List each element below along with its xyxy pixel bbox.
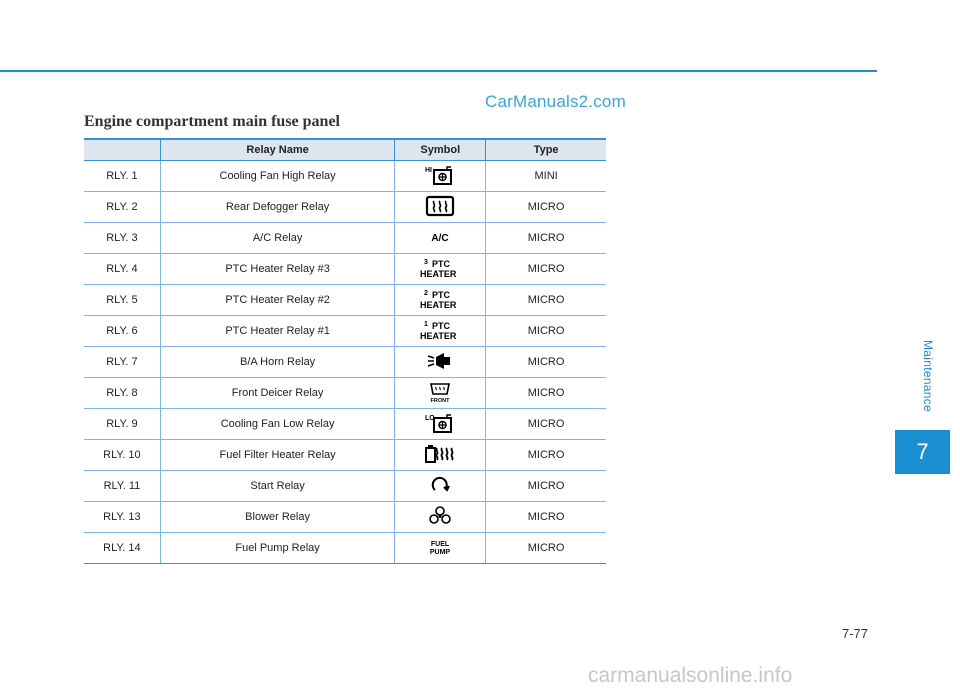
relay-type: MICRO — [486, 192, 606, 223]
svg-text:FUEL: FUEL — [431, 540, 450, 548]
relay-name: Start Relay — [160, 471, 394, 502]
relay-id: RLY. 5 — [84, 285, 160, 316]
header-relay-name: Relay Name — [160, 139, 394, 161]
watermark-top: CarManuals2.com — [485, 92, 626, 111]
table-row — [84, 285, 606, 316]
top-rule — [0, 70, 877, 72]
fan-low-icon — [423, 412, 457, 437]
relay-symbol — [395, 378, 486, 409]
svg-text:PUMP: PUMP — [430, 548, 451, 556]
horn-icon — [423, 350, 457, 375]
header-relay — [84, 139, 160, 161]
relay-name: Fuel Pump Relay — [160, 533, 394, 564]
relay-name: Cooling Fan Low Relay — [160, 409, 394, 440]
relay-name: B/A Horn Relay — [160, 347, 394, 378]
start-icon — [423, 474, 457, 499]
table-row — [84, 471, 606, 502]
fan-high-icon — [423, 164, 457, 189]
relay-id: RLY. 10 — [84, 440, 160, 471]
side-label: Maintenance — [921, 340, 935, 413]
relay-symbol — [395, 440, 486, 471]
fuel-pump-icon — [423, 536, 457, 561]
relay-type: MICRO — [486, 471, 606, 502]
front-deicer-icon — [423, 381, 457, 406]
svg-text:PTC: PTC — [432, 289, 451, 300]
header-symbol: Symbol — [395, 139, 486, 161]
relay-symbol — [395, 285, 486, 316]
relay-name: Blower Relay — [160, 502, 394, 533]
relay-name: PTC Heater Relay #3 — [160, 254, 394, 285]
svg-text:PTC: PTC — [432, 258, 451, 269]
relay-symbol — [395, 409, 486, 440]
table-row — [84, 161, 606, 192]
symbol-text: A/C — [431, 232, 449, 244]
relay-symbol — [395, 533, 486, 564]
svg-text:HEATER: HEATER — [420, 268, 457, 279]
rear-defogger-icon — [423, 195, 457, 220]
relay-id: RLY. 8 — [84, 378, 160, 409]
relay-id: RLY. 1 — [84, 161, 160, 192]
table-row — [84, 409, 606, 440]
relay-name: PTC Heater Relay #2 — [160, 285, 394, 316]
table-row — [84, 502, 606, 533]
fuse-table — [84, 138, 606, 564]
relay-name: Cooling Fan High Relay — [160, 161, 394, 192]
relay-type: MICRO — [486, 285, 606, 316]
relay-id: RLY. 7 — [84, 347, 160, 378]
svg-text:PTC: PTC — [432, 320, 451, 331]
relay-symbol — [395, 471, 486, 502]
relay-id: RLY. 9 — [84, 409, 160, 440]
ptc-heater-2-icon — [418, 288, 462, 313]
table-body — [84, 161, 606, 564]
blower-icon — [423, 505, 457, 530]
table-row — [84, 223, 606, 254]
relay-symbol — [395, 502, 486, 533]
relay-type: MICRO — [486, 440, 606, 471]
svg-text:HEATER: HEATER — [420, 330, 457, 341]
relay-symbol — [395, 223, 486, 254]
relay-type: MICRO — [486, 502, 606, 533]
relay-symbol — [395, 192, 486, 223]
table-header-row — [84, 139, 606, 161]
relay-symbol — [395, 161, 486, 192]
section-title: Engine compartment main fuse panel — [84, 113, 340, 130]
svg-text:2: 2 — [424, 289, 429, 297]
relay-name: Front Deicer Relay — [160, 378, 394, 409]
relay-name: Rear Defogger Relay — [160, 192, 394, 223]
table-row — [84, 192, 606, 223]
watermark-bottom: carmanualsonline.info — [588, 664, 793, 687]
ac-icon — [423, 226, 457, 251]
symbol-text: HI — [425, 166, 433, 174]
symbol-text: LO — [425, 414, 435, 422]
svg-text:3: 3 — [424, 258, 429, 266]
relay-symbol — [395, 347, 486, 378]
svg-text:HEATER: HEATER — [420, 299, 457, 310]
table-row — [84, 316, 606, 347]
table-row — [84, 254, 606, 285]
relay-name: Fuel Filter Heater Relay — [160, 440, 394, 471]
relay-id: RLY. 11 — [84, 471, 160, 502]
relay-type: MICRO — [486, 378, 606, 409]
relay-type: MICRO — [486, 254, 606, 285]
relay-type: MICRO — [486, 533, 606, 564]
relay-name: PTC Heater Relay #1 — [160, 316, 394, 347]
svg-text:1: 1 — [424, 320, 429, 328]
relay-symbol — [395, 316, 486, 347]
relay-type: MINI — [486, 161, 606, 192]
relay-type: MICRO — [486, 409, 606, 440]
chapter-tab[interactable]: 7 — [895, 430, 950, 474]
relay-name: A/C Relay — [160, 223, 394, 254]
page-number: 7-77 — [842, 626, 869, 641]
relay-id: RLY. 4 — [84, 254, 160, 285]
relay-symbol — [395, 254, 486, 285]
table-row — [84, 378, 606, 409]
ptc-heater-1-icon — [418, 319, 462, 344]
ptc-heater-3-icon — [418, 257, 462, 282]
relay-id: RLY. 2 — [84, 192, 160, 223]
fuel-filter-heater-icon — [423, 443, 457, 468]
header-type: Type — [486, 139, 606, 161]
relay-id: RLY. 3 — [84, 223, 160, 254]
relay-id: RLY. 13 — [84, 502, 160, 533]
relay-type: MICRO — [486, 347, 606, 378]
table-row — [84, 533, 606, 564]
table-row — [84, 440, 606, 471]
relay-type: MICRO — [486, 223, 606, 254]
symbol-text: FRONT — [430, 397, 450, 403]
table-row — [84, 347, 606, 378]
relay-id: RLY. 6 — [84, 316, 160, 347]
relay-type: MICRO — [486, 316, 606, 347]
relay-id: RLY. 14 — [84, 533, 160, 564]
